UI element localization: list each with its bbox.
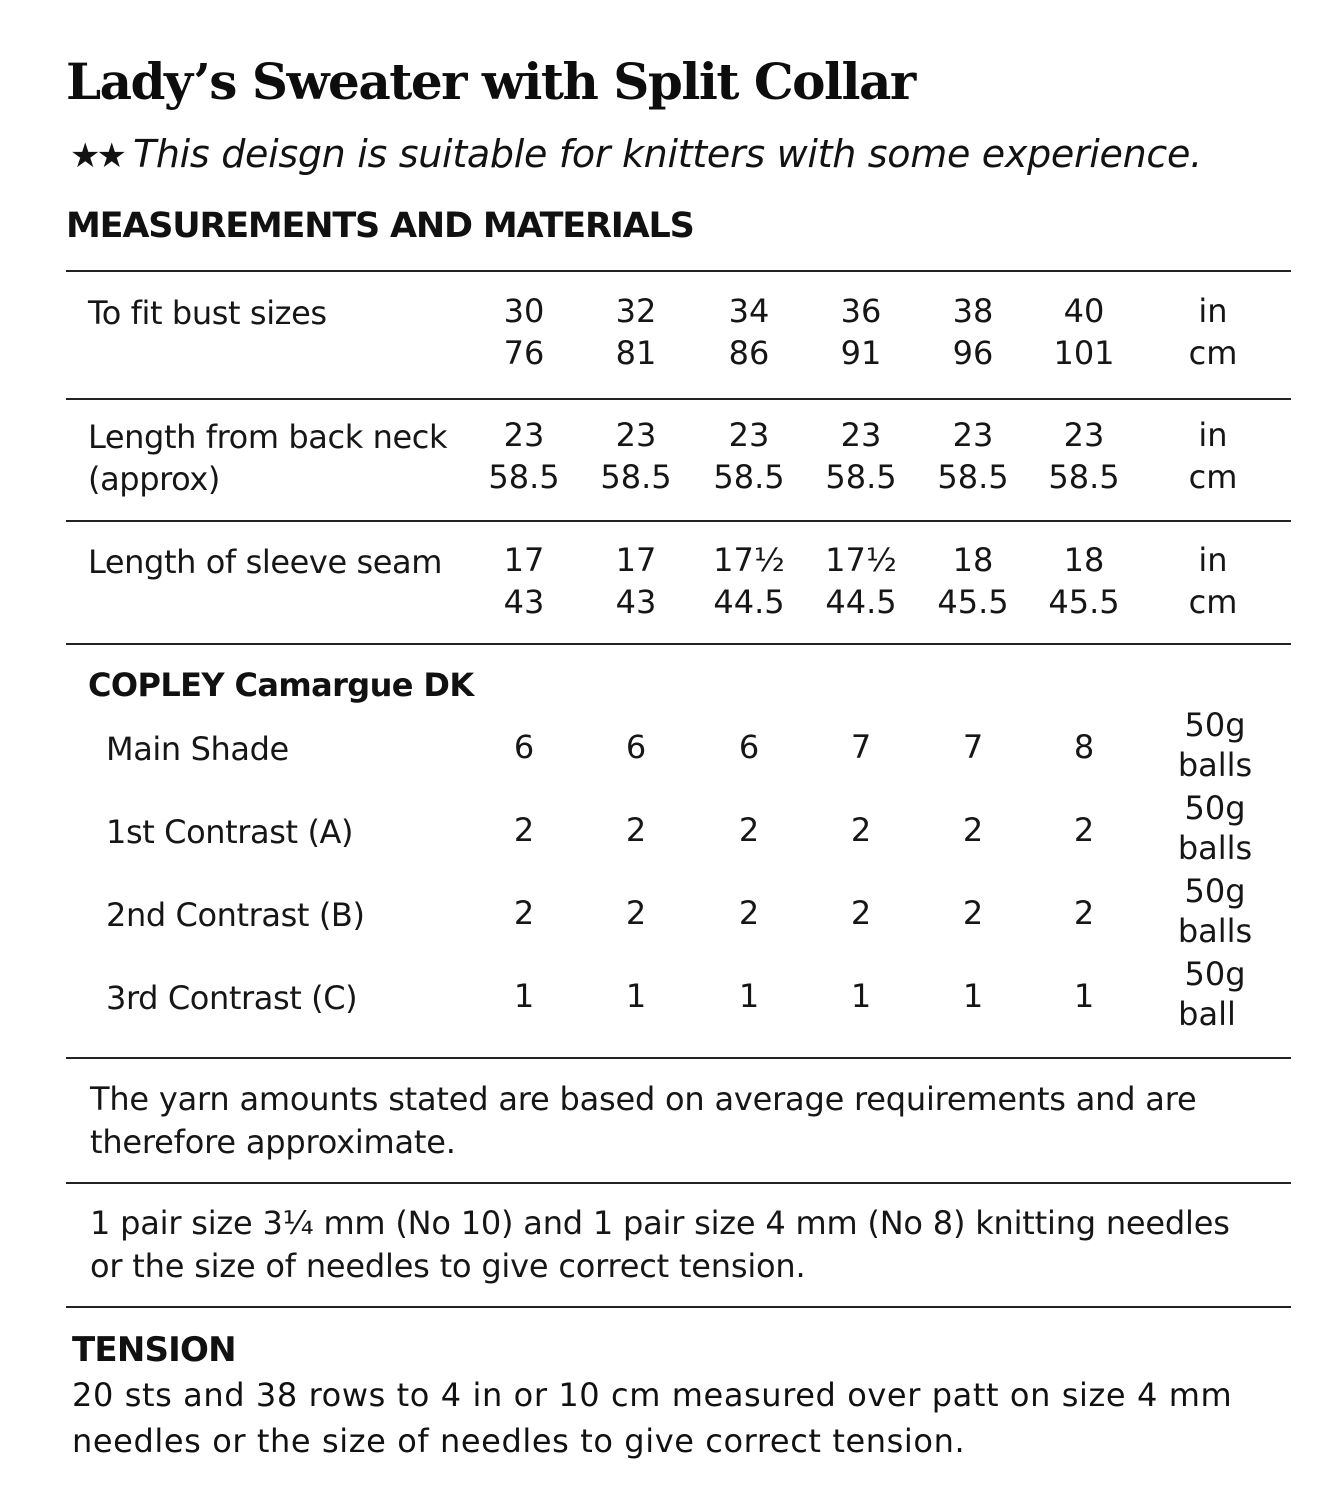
sleeve-in-value: 18 <box>1063 541 1105 579</box>
tension-line: 20 sts and 38 rows to 4 in or 10 cm measured over patt on size 4 mm <box>72 1376 1233 1414</box>
length-in-value: 23 <box>503 416 545 454</box>
yarn-unit-weight: 50g <box>1184 706 1246 744</box>
divider <box>66 643 1291 645</box>
length-in-value: 23 <box>1063 416 1105 454</box>
needles-line: 1 pair size 3¼ mm (No 10) and 1 pair size 4 mm (No 8) knitting needles <box>90 1204 1230 1242</box>
yarn-quantity: 1 <box>738 977 760 1015</box>
bust-cm-value: 101 <box>1053 334 1115 372</box>
difficulty-text: This deisgn is suitable for knitters with some experience. <box>132 132 1202 176</box>
bust-in-value: 36 <box>840 292 882 330</box>
bust-cm-value: 86 <box>728 334 770 372</box>
yarn-quantity: 7 <box>962 728 984 766</box>
sleeve-cm-value: 45.5 <box>1048 583 1120 621</box>
bust-unit-in: in <box>1198 292 1228 330</box>
sleeve-cm-value: 43 <box>503 583 545 621</box>
sleeve-unit-cm: cm <box>1188 583 1238 621</box>
yarn-quantity: 2 <box>738 894 760 932</box>
yarn-unit-balls: balls <box>1177 746 1253 784</box>
yarn-quantity: 2 <box>513 811 535 849</box>
bust-label: To fit bust sizes <box>88 294 327 332</box>
difficulty-note <box>70 132 1202 176</box>
yarn-unit-weight: 50g <box>1184 872 1246 910</box>
length-label-approx: (approx) <box>88 460 220 498</box>
yarn-quantity: 1 <box>850 977 872 1015</box>
divider <box>66 520 1291 522</box>
sleeve-cm-value: 44.5 <box>713 583 785 621</box>
bust-in-value: 38 <box>952 292 994 330</box>
yarn-quantity: 2 <box>513 894 535 932</box>
yarn-unit-balls: balls <box>1177 912 1253 950</box>
yarn-quantity: 8 <box>1073 728 1095 766</box>
length-unit-in: in <box>1198 416 1228 454</box>
length-cm-value: 58.5 <box>713 458 785 496</box>
yarn-quantity: 6 <box>625 728 647 766</box>
yarn-quantity: 1 <box>625 977 647 1015</box>
sleeve-cm-value: 45.5 <box>937 583 1009 621</box>
length-cm-value: 58.5 <box>937 458 1009 496</box>
yarn-quantity: 7 <box>850 728 872 766</box>
length-label: Length from back neck <box>88 418 448 456</box>
yarn-quantity: 1 <box>1073 977 1095 1015</box>
page-title: Lady’s Sweater with Split Collar <box>66 52 915 111</box>
bust-cm-value: 81 <box>615 334 657 372</box>
length-in-value: 23 <box>615 416 657 454</box>
length-unit-cm: cm <box>1188 458 1238 496</box>
length-cm-value: 58.5 <box>825 458 897 496</box>
sleeve-in-value: 17 <box>615 541 657 579</box>
bust-in-value: 34 <box>728 292 770 330</box>
yarn-quantity: 2 <box>1073 811 1095 849</box>
divider <box>66 398 1291 400</box>
yarn-row-label: Main Shade <box>106 730 289 768</box>
length-in-value: 23 <box>840 416 882 454</box>
divider <box>66 1182 1291 1184</box>
yarn-quantity: 2 <box>962 894 984 932</box>
sleeve-label: Length of sleeve seam <box>88 543 443 581</box>
yarn-heading: COPLEY Camargue DK <box>88 666 474 704</box>
yarn-quantity: 1 <box>513 977 535 1015</box>
sleeve-in-value: 18 <box>952 541 994 579</box>
yarn-quantity: 2 <box>738 811 760 849</box>
yarn-quantity: 1 <box>962 977 984 1015</box>
length-in-value: 23 <box>952 416 994 454</box>
sleeve-cm-value: 44.5 <box>825 583 897 621</box>
yarn-quantity: 6 <box>738 728 760 766</box>
bust-in-value: 40 <box>1063 292 1105 330</box>
bust-in-value: 32 <box>615 292 657 330</box>
length-cm-value: 58.5 <box>600 458 672 496</box>
yarn-unit-weight: 50g <box>1184 955 1246 993</box>
yarn-quantity: 2 <box>1073 894 1095 932</box>
yarn-row-label: 1st Contrast (A) <box>106 813 354 851</box>
bust-cm-value: 76 <box>503 334 545 372</box>
tension-line: needles or the size of needles to give correct tension. <box>72 1422 966 1460</box>
length-in-value: 23 <box>728 416 770 454</box>
yarn-row-label: 3rd Contrast (C) <box>106 979 358 1017</box>
sleeve-in-value: 17½ <box>825 541 897 579</box>
yarn-note-line: therefore approximate. <box>90 1123 456 1161</box>
divider <box>66 270 1291 272</box>
bust-in-value: 30 <box>503 292 545 330</box>
yarn-unit-balls: balls <box>1177 829 1253 867</box>
bust-cm-value: 91 <box>840 334 882 372</box>
needles-line: or the size of needles to give correct tension. <box>90 1247 806 1285</box>
yarn-unit-weight: 50g <box>1184 789 1246 827</box>
yarn-quantity: 2 <box>850 894 872 932</box>
sleeve-in-value: 17 <box>503 541 545 579</box>
length-cm-value: 58.5 <box>488 458 560 496</box>
yarn-quantity: 2 <box>625 894 647 932</box>
section-heading: MEASUREMENTS AND MATERIALS <box>66 206 694 246</box>
bust-cm-value: 96 <box>952 334 994 372</box>
sleeve-unit-in: in <box>1198 541 1228 579</box>
yarn-quantity: 2 <box>625 811 647 849</box>
tension-heading: TENSION <box>72 1330 236 1370</box>
difficulty-stars: ★★ <box>70 136 123 176</box>
bust-unit-cm: cm <box>1188 334 1238 372</box>
sleeve-cm-value: 43 <box>615 583 657 621</box>
yarn-quantity: 6 <box>513 728 535 766</box>
yarn-quantity: 2 <box>962 811 984 849</box>
yarn-unit-balls: ball <box>1178 995 1236 1033</box>
divider <box>66 1306 1291 1308</box>
yarn-quantity: 2 <box>850 811 872 849</box>
length-cm-value: 58.5 <box>1048 458 1120 496</box>
yarn-row-label: 2nd Contrast (B) <box>106 896 365 934</box>
sleeve-in-value: 17½ <box>713 541 785 579</box>
divider <box>66 1057 1291 1059</box>
yarn-note-line: The yarn amounts stated are based on average requirements and are <box>90 1080 1197 1118</box>
